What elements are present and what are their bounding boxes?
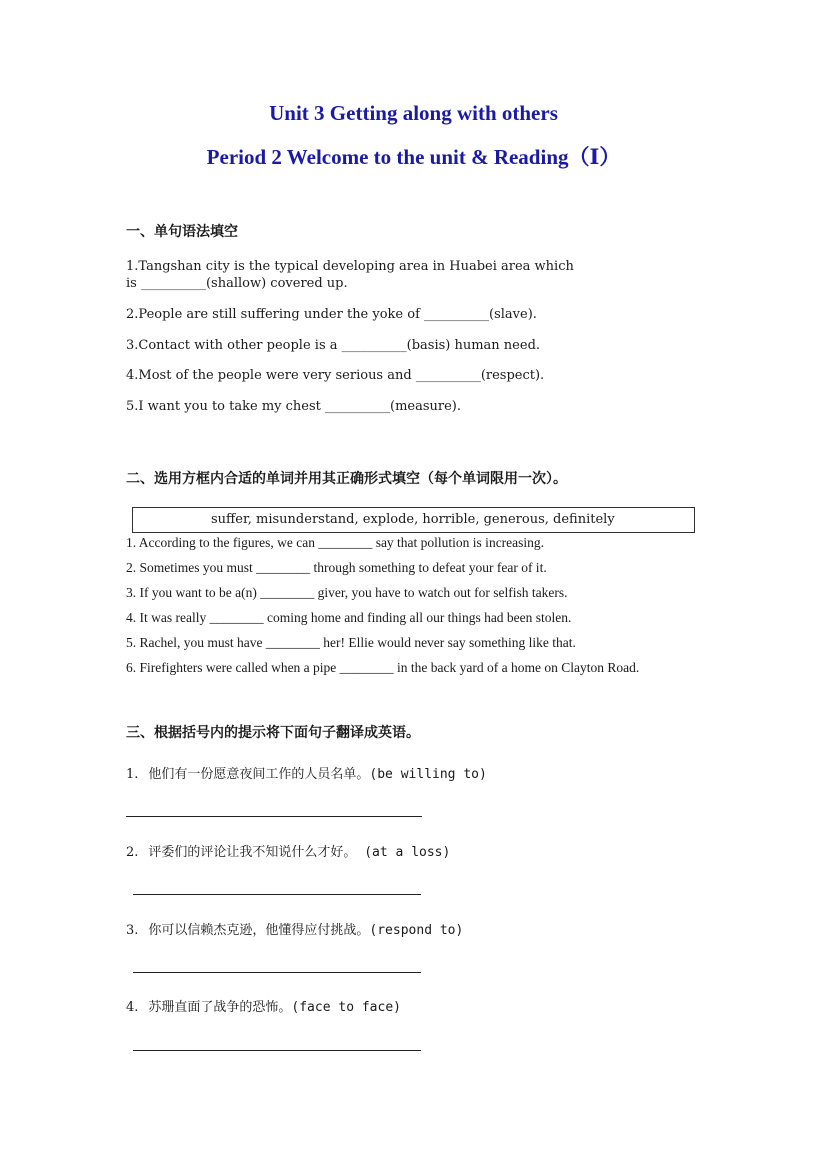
s1-item-4-text: Most of the people were very serious and __________(respect).	[138, 368, 545, 383]
s1-item-3	[126, 338, 540, 353]
s2-item-2: 2. Sometimes you must ________ through something to defeat your fear of it.	[126, 560, 547, 575]
s3-item-2-text: 评委们的评论让我不知说什么才好。 (at a loss)	[148, 845, 451, 860]
s3-answer-line-4[interactable]	[133, 1050, 421, 1051]
s2-item-1: 1. According to the figures, we can ________ say that pollution is increasing.	[126, 535, 545, 550]
s3-item-3-text: 你可以信赖杰克逊，他懂得应付挑战。(respond to)	[148, 923, 464, 938]
s3-item-2-num: 2.	[126, 845, 139, 860]
s3-answer-line-2[interactable]	[133, 894, 421, 895]
s1-item-5-text: I want you to take my chest __________(measure).	[138, 399, 461, 414]
section1-heading: 一、单句语法填空	[126, 224, 238, 240]
s3-item-3-num: 3.	[126, 923, 139, 938]
s1-item-2-num: 2.	[126, 307, 139, 322]
s1-item-3-num: 3.	[126, 338, 139, 353]
s1-item-1-text1: Tangshan city is the typical developing area in Huabei area which	[138, 259, 574, 274]
s1-item-5	[126, 399, 461, 414]
s3-item-1	[126, 763, 487, 782]
s1-item-1-num: 1.	[126, 259, 139, 274]
s3-item-2	[126, 841, 450, 860]
s2-item-4: 4. It was really ________ coming home and finding all our things had been stolen.	[126, 610, 572, 625]
word-box: suffer, misunderstand, explode, horrible, generous, definitely	[132, 507, 695, 533]
s1-item-2	[126, 307, 537, 322]
s1-item-4-num: 4.	[126, 368, 139, 383]
s1-item-1-line2: is __________(shallow) covered up.	[126, 276, 348, 291]
s1-item-5-num: 5.	[126, 399, 139, 414]
s3-item-1-text: 他们有一份愿意夜间工作的人员名单。(be willing to)	[148, 767, 487, 782]
s3-item-4	[126, 996, 401, 1015]
unit-title: Unit 3 Getting along with others	[269, 101, 558, 125]
s3-item-1-num: 1.	[126, 767, 139, 782]
s2-item-3: 3. If you want to be a(n) ________ giver, you have to watch out for selfish takers.	[126, 585, 568, 600]
s3-item-3	[126, 919, 463, 938]
section2-heading: 二、选用方框内合适的单词并用其正确形式填空（每个单词限用一次）。	[126, 471, 567, 487]
s3-answer-line-1[interactable]	[126, 816, 422, 817]
section3-heading: 三、根据括号内的提示将下面句子翻译成英语。	[126, 725, 420, 741]
s2-item-6: 6. Firefighters were called when a pipe ________ in the back yard of a home on Clayton Road.	[126, 660, 640, 675]
s1-item-3-text: Contact with other people is a __________(basis) human need.	[138, 338, 541, 353]
s3-answer-line-3[interactable]	[133, 972, 421, 973]
period-title: Period 2 Welcome to the unit & Reading（Ⅰ）	[206, 145, 621, 169]
s1-item-1-line1	[126, 259, 574, 274]
s2-item-5: 5. Rachel, you must have ________ her! Ellie would never say something like that.	[126, 635, 576, 650]
s1-item-2-text: People are still suffering under the yoke of __________(slave).	[138, 307, 537, 322]
s3-item-4-text: 苏珊直面了战争的恐怖。(face to face)	[148, 1000, 401, 1015]
s3-item-4-num: 4.	[126, 1000, 139, 1015]
s1-item-4	[126, 368, 544, 383]
